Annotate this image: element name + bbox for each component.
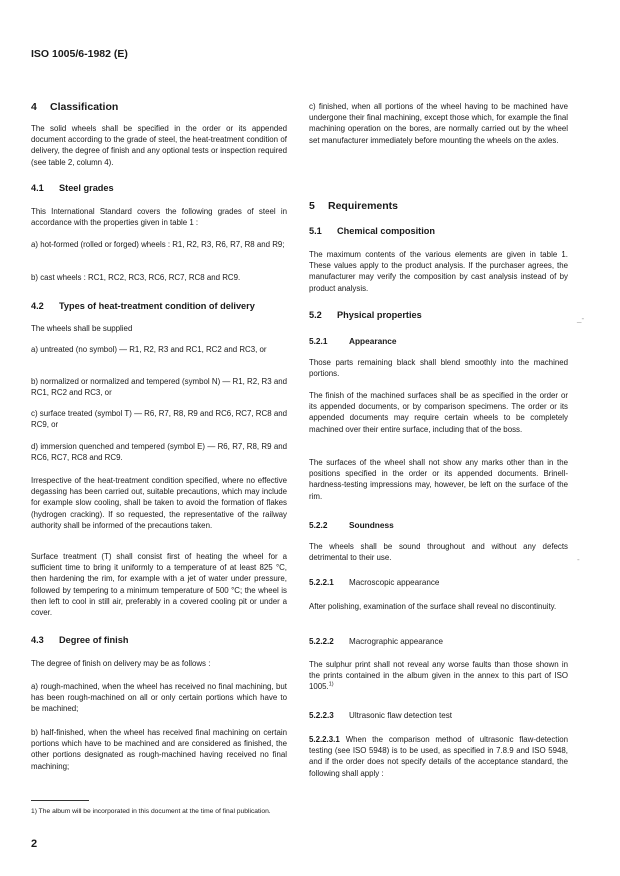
page-number: 2 [31,838,38,850]
section-4-2-item-d: d) immersion quenched and tempered (symbol E) — R6, R7, R8, R9 and RC6, RC7, RC8 and RC9. [31,442,287,463]
section-4-1-heading: 4.1 Steel grades [31,183,114,193]
section-4-2-paragraph-2: Irrespective of the heat-treatment condition specified, where no effective degassing has been carried out, suitable precautions, which may include for example slow cooling, shall be taken to avoid the formation of flakes (hydrogen cracking). If so requested, the representative of the railway authority shall be informed of the precautions taken. [31,476,287,530]
section-4-3-heading: 4.3 Degree of finish [31,635,129,645]
section-4-1-paragraph: This International Standard covers the following grades of steel in accordance with the properties given in table 1 : [31,207,287,228]
section-5-2-2-heading: 5.2.2 Soundness [309,520,394,530]
section-5-2-2-1-paragraph: After polishing, examination of the surface shall reveal no discontinuity. [309,602,557,611]
section-4-2-item-c: c) surface treated (symbol T) — R6, R7, R8, R9 and RC6, RC7, RC8 and RC9, or [31,409,287,430]
section-5-2-2-2-heading: 5.2.2.2 Macrographic appearance [309,637,444,646]
section-5-2-2-2-paragraph: The sulphur print shall not reveal any worse faults than those shown in the prints contained in the album given in the annex to this part of ISO 1005.$^{1)}$ [309,660,568,692]
section-4-3-paragraph: The degree of finish on delivery may be as follows : [31,659,211,668]
section-4-paragraph: The solid wheels shall be specified in the order or its appended document according to the grade of steel, the heat-treatment condition of delivery, the degree of finish and any optional tests or inspection required (see table 2, column 4). [31,124,287,167]
footnote-reference: 1) [328,681,334,688]
section-5-1-paragraph: The maximum contents of the various elements are given in table 1. These values apply to the product analysis. If the purchaser agrees, the manufacturer may verify the composition by cast analysis instead of by product analysis. [309,250,568,293]
section-5-2-1-paragraph-2: The finish of the machined surfaces shall be as specified in the order or its appended documents, or by comparison specimens. The order or its appended documents may require certain wheels to be completely machined over their entire surface, including that of the boss. [309,391,568,434]
section-4-2-paragraph: The wheels shall be supplied [31,324,133,333]
section-4-3-item-b: b) half-finished, when the wheel has received final machining on certain portions which have to be machined and are considered as finished, the other portions designated as rough-machined having received no final machining; [31,728,287,771]
margin-mark: - [577,555,580,564]
section-5-2-2-3-heading: 5.2.2.3 Ultrasonic flaw detection test [309,711,453,720]
section-5-2-2-1-heading: 5.2.2.1 Macroscopic appearance [309,578,440,587]
section-5-2-1-paragraph-1: Those parts remaining black shall blend smoothly into the machined portions. [309,358,568,379]
section-5-1-heading: 5.1 Chemical composition [309,226,436,236]
footnote-rule [31,800,89,801]
document-header: ISO 1005/6-1982 (E) [31,48,128,60]
section-4-3-item-c: c) finished, when all portions of the wheel having to be machined have undergone their final machining, except those which, for example the final machining operation on the bores, are normally carried out by the wheel set manufacturer immediately before mounting the wheels on the axles. [309,102,568,145]
section-5-2-1-paragraph-3: The surfaces of the wheel shall not show any marks other than in the positions specified in the order or its appended documents. Brinell-hardness-testing impressions may, however, be left on the surface of the rim. [309,458,568,501]
section-4-1-item-a: a) hot-formed (rolled or forged) wheels : R1, R2, R3, R6, R7, R8 and R9; [31,240,285,249]
margin-mark: _- [577,314,585,323]
section-5-2-2-3-1-paragraph: 5.2.2.3.1 When the comparison method of ultrasonic flaw-detection testing (see ISO 5948) is to be used, as specified in 7.8.9 and ISO 5948, and if the order does not specify details of the acceptance standard, the following shall apply : [309,735,568,778]
section-4-2-item-a: a) untreated (no symbol) — R1, R2, R3 and RC1, RC2 and RC3, or [31,345,267,354]
section-4-2-heading: 4.2 Types of heat-treatment condition of delivery [31,301,255,311]
section-4-3-item-a: a) rough-machined, when the wheel has received no final machining, but has been rough-machined on all or only certain portions which have to be machined; [31,682,287,714]
section-5-2-heading: 5.2 Physical properties [309,310,422,320]
section-5-2-2-paragraph: The wheels shall be sound throughout and without any defects detrimental to their use. [309,542,568,563]
section-5-heading: 5 Requirements [309,200,399,212]
section-4-2-paragraph-3: Surface treatment (T) shall consist first of heating the wheel for a sufficient time to bring it uniformly to a temperature of at least 825 °C, then hardening the rim, for example with a jet of water under pressure, followed by tempering to a minimum temperature of 500 °C; the wheel is then left to cool in still air, preferably in a covered cooling pit or under a cover. [31,552,287,618]
footnote: 1) The album will be incorporated in this document at the time of final publication. [31,808,271,815]
section-4-heading: 4 Classification [31,101,119,113]
section-4-1-item-b: b) cast wheels : RC1, RC2, RC3, RC6, RC7, RC8 and RC9. [31,273,241,282]
section-5-2-1-heading: 5.2.1 Appearance [309,336,397,346]
section-4-2-item-b: b) normalized or normalized and tempered (symbol N) — R1, R2, R3 and RC1, RC2 and RC3, or [31,377,287,398]
